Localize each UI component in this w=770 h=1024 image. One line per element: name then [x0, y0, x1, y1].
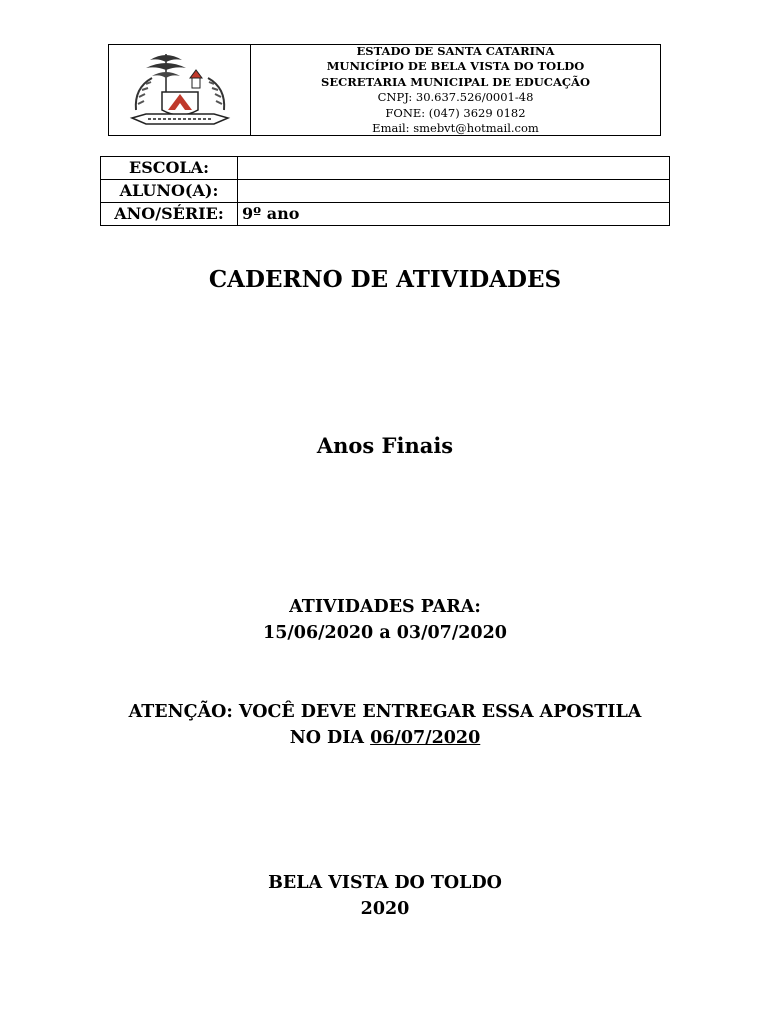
activities-label: ATIVIDADES PARA: [289, 597, 481, 617]
grade-value: 9º ano [238, 203, 670, 226]
institution-info [251, 45, 660, 135]
student-field[interactable] [238, 180, 670, 203]
state-line: ESTADO DE SANTA CATARINA [356, 43, 555, 58]
school-field[interactable] [238, 157, 670, 180]
page-subtitle: Anos Finais [316, 433, 454, 458]
letterhead [108, 44, 661, 136]
footer-year: 2020 [360, 899, 410, 919]
logo-cell [109, 45, 251, 135]
municipality-line: MUNICÍPIO DE BELA VISTA DO TOLDO [326, 59, 585, 73]
department-line: SECRETARIA MUNICIPAL DE EDUCAÇÃO [321, 74, 590, 89]
warning-prefix: NO DIA [289, 728, 364, 748]
school-row [101, 157, 670, 180]
grade-label: ANO/SÉRIE: [101, 203, 238, 226]
warning-line-1: ATENÇÃO: VOCÊ DEVE ENTREGAR ESSA APOSTILA [128, 702, 642, 722]
email-line: Email: smebvt@hotmail.com [372, 121, 539, 135]
footer [0, 870, 770, 922]
delivery-warning [0, 699, 770, 751]
student-info-table [100, 156, 670, 226]
warning-line-2 [0, 725, 770, 751]
activities-period [0, 594, 770, 646]
student-label: ALUNO(A): [101, 180, 238, 203]
footer-city: BELA VISTA DO TOLDO [268, 873, 502, 893]
phone-line: FONE: (047) 3629 0182 [385, 105, 526, 120]
cnpj-line: CNPJ: 30.637.526/0001-48 [377, 90, 534, 104]
student-row [101, 180, 670, 203]
municipal-coat-of-arms-icon [128, 48, 232, 132]
activities-dates: 15/06/2020 a 03/07/2020 [263, 623, 507, 643]
grade-row [101, 203, 670, 226]
page-title: CADERNO DE ATIVIDADES [208, 266, 562, 293]
due-date: 06/07/2020 [370, 728, 481, 748]
school-label: ESCOLA: [101, 157, 238, 180]
